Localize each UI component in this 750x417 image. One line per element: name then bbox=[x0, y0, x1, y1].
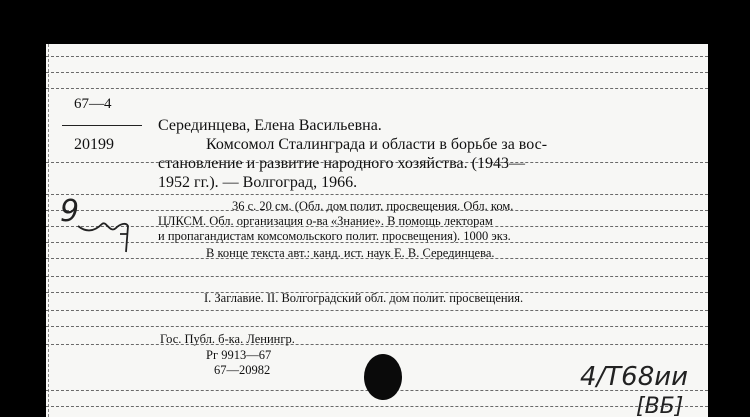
author-heading: Серединцева, Елена Васильевна. bbox=[158, 117, 382, 134]
imprint-line-2: Рг 9913—67 bbox=[206, 348, 272, 362]
call-number: 67—4 bbox=[74, 96, 112, 112]
imprint-line-1: Гос. Публ. б-ка. Ленингр. bbox=[160, 332, 295, 346]
call-number-underline bbox=[62, 125, 142, 126]
title-line-3: 1952 гг.). — Волгоград, 1966. bbox=[158, 174, 358, 191]
catalog-card bbox=[46, 44, 708, 417]
handwritten-bottom-mark: [ВБ] bbox=[636, 394, 684, 417]
tracings-line: I. Заглавие. II. Волгоградский обл. дом полит. просвещения. bbox=[204, 291, 524, 305]
collation-line-3: и пропагандистам комсомольского полит. просвещения). 1000 экз. bbox=[158, 229, 511, 243]
rule-line bbox=[46, 72, 708, 73]
rule-line bbox=[46, 194, 708, 195]
rule-line bbox=[46, 344, 708, 345]
ink-blot bbox=[364, 354, 402, 400]
rule-line bbox=[46, 310, 708, 311]
rule-line bbox=[46, 276, 708, 277]
collation-line-1: 36 с. 20 см. (Обл. дом полит. просвещения. Обл. ком. bbox=[232, 199, 514, 213]
rule-line bbox=[46, 88, 708, 89]
imprint-line-3: 67—20982 bbox=[214, 363, 271, 377]
handwritten-scribble-icon bbox=[76, 204, 136, 256]
collation-line-2: ЦЛКСМ. Обл. организация о-ва «Знание». В помощь лекторам bbox=[158, 214, 493, 228]
note-line: В конце текста авт.: канд. ист. наук Е. В. Серединцева. bbox=[206, 246, 495, 260]
card-left-margin-line bbox=[48, 44, 49, 417]
rule-line bbox=[46, 326, 708, 327]
handwritten-shelf-mark: 4/Т68ии bbox=[580, 362, 689, 392]
handwritten-left-mark: 9 bbox=[60, 194, 80, 229]
title-line-1: Комсомол Сталинграда и области в борьбе за вос- bbox=[206, 136, 548, 153]
rule-line bbox=[46, 406, 708, 407]
rule-line bbox=[46, 56, 708, 57]
accession-number: 20199 bbox=[74, 136, 114, 153]
title-line-2: становление и развитие народного хозяйства. (1943— bbox=[158, 155, 525, 172]
